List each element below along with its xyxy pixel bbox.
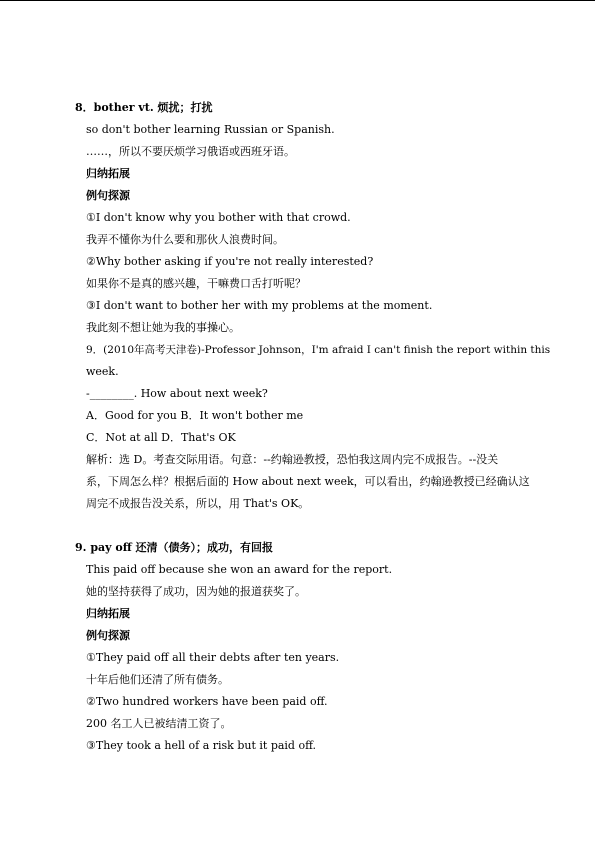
exercise-options-ab: A．Good for you B．It won't bother me	[86, 409, 304, 422]
example-sentence: ③They took a hell of a risk but it paid off.	[86, 739, 317, 752]
example-sentence: This paid off because she won an award for the report.	[86, 563, 393, 576]
section-label-summary: 归纳拓展	[86, 607, 130, 620]
example-translation: 200 名工人已被结清工资了。	[86, 717, 232, 730]
example-translation: ……，所以不要厌烦学习俄语或西班牙语。	[86, 145, 295, 158]
example-translation: 我此刻不想让她为我的事操心。	[86, 321, 240, 334]
section-label-examples: 例句探源	[86, 189, 130, 202]
example-translation: 十年后他们还清了所有债务。	[86, 673, 229, 686]
exercise-analysis-cont: 周完不成报告没关系，所以，用 That's OK。	[86, 497, 310, 510]
exercise-options-cd: C．Not at all D．That's OK	[86, 431, 236, 444]
example-sentence: ①They paid off all their debts after ten years.	[86, 651, 340, 664]
section-label-examples: 例句探源	[86, 629, 130, 642]
example-sentence: ②Two hundred workers have been paid off.	[86, 695, 328, 708]
exercise-question: 9．(2010年高考天津卷)-Professor Johnson，I'm afraid I can't finish the report within this	[86, 344, 551, 356]
exercise-blank-line: -________. How about next week?	[86, 387, 268, 400]
entry-bother-heading: 8．bother vt. 烦扰；打扰	[75, 101, 213, 114]
section-label-summary: 归纳拓展	[86, 167, 130, 180]
exercise-analysis: 解析：选 D。考查交际用语。句意：--约翰逊教授，恐怕我这周内完不成报告。--没关	[86, 453, 499, 466]
example-sentence: ③I don't want to bother her with my problems at the moment.	[86, 299, 433, 312]
example-sentence: ②Why bother asking if you're not really interested?	[86, 255, 374, 268]
example-sentence: so don't bother learning Russian or Spanish.	[86, 123, 335, 136]
example-sentence: ①I don't know why you bother with that crowd.	[86, 211, 351, 224]
exercise-analysis-cont: 系，下周怎么样？根据后面的 How about next week，可以看出，约翰逊教授已经确认这	[86, 475, 530, 488]
example-translation: 如果你不是真的感兴趣，干嘛费口舌打听呢？	[86, 277, 306, 290]
example-translation: 我弄不懂你为什么要和那伙人浪费时间。	[86, 233, 284, 246]
exercise-question-cont: week.	[86, 365, 119, 378]
example-translation: 她的坚持获得了成功，因为她的报道获奖了。	[86, 585, 306, 598]
entry-payoff-heading: 9. pay off 还清（债务）；成功，有回报	[75, 541, 274, 554]
